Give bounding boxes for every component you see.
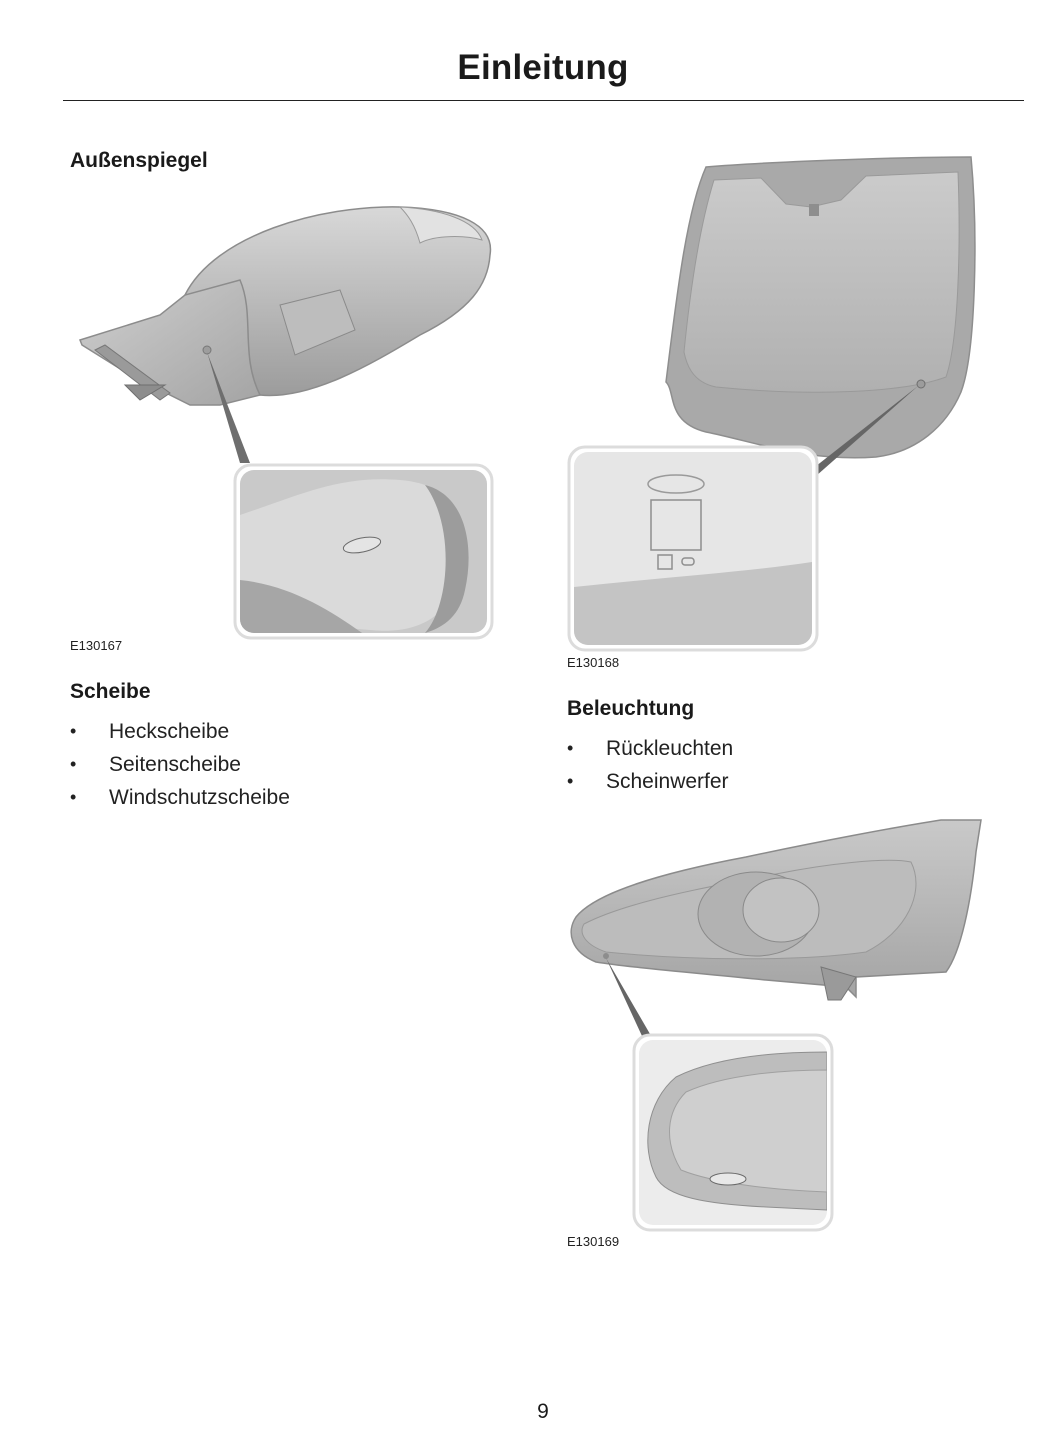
figure-code-headlamp: E130169: [567, 1234, 620, 1249]
section-heading-mirror: Außenspiegel: [70, 149, 208, 172]
section-heading-lighting: Beleuchtung: [567, 697, 695, 720]
title-divider: [63, 100, 1024, 101]
section-heading-glass: Scheibe: [70, 680, 151, 703]
windscreen-illustration: [566, 152, 986, 657]
figure-code-windscreen: E130168: [567, 655, 620, 670]
headlamp-illustration: [566, 812, 986, 1240]
figure-code-mirror: E130167: [70, 638, 123, 653]
page-title: Einleitung: [457, 48, 629, 87]
page-number: 9: [537, 1400, 549, 1423]
mirror-illustration: [70, 195, 500, 650]
